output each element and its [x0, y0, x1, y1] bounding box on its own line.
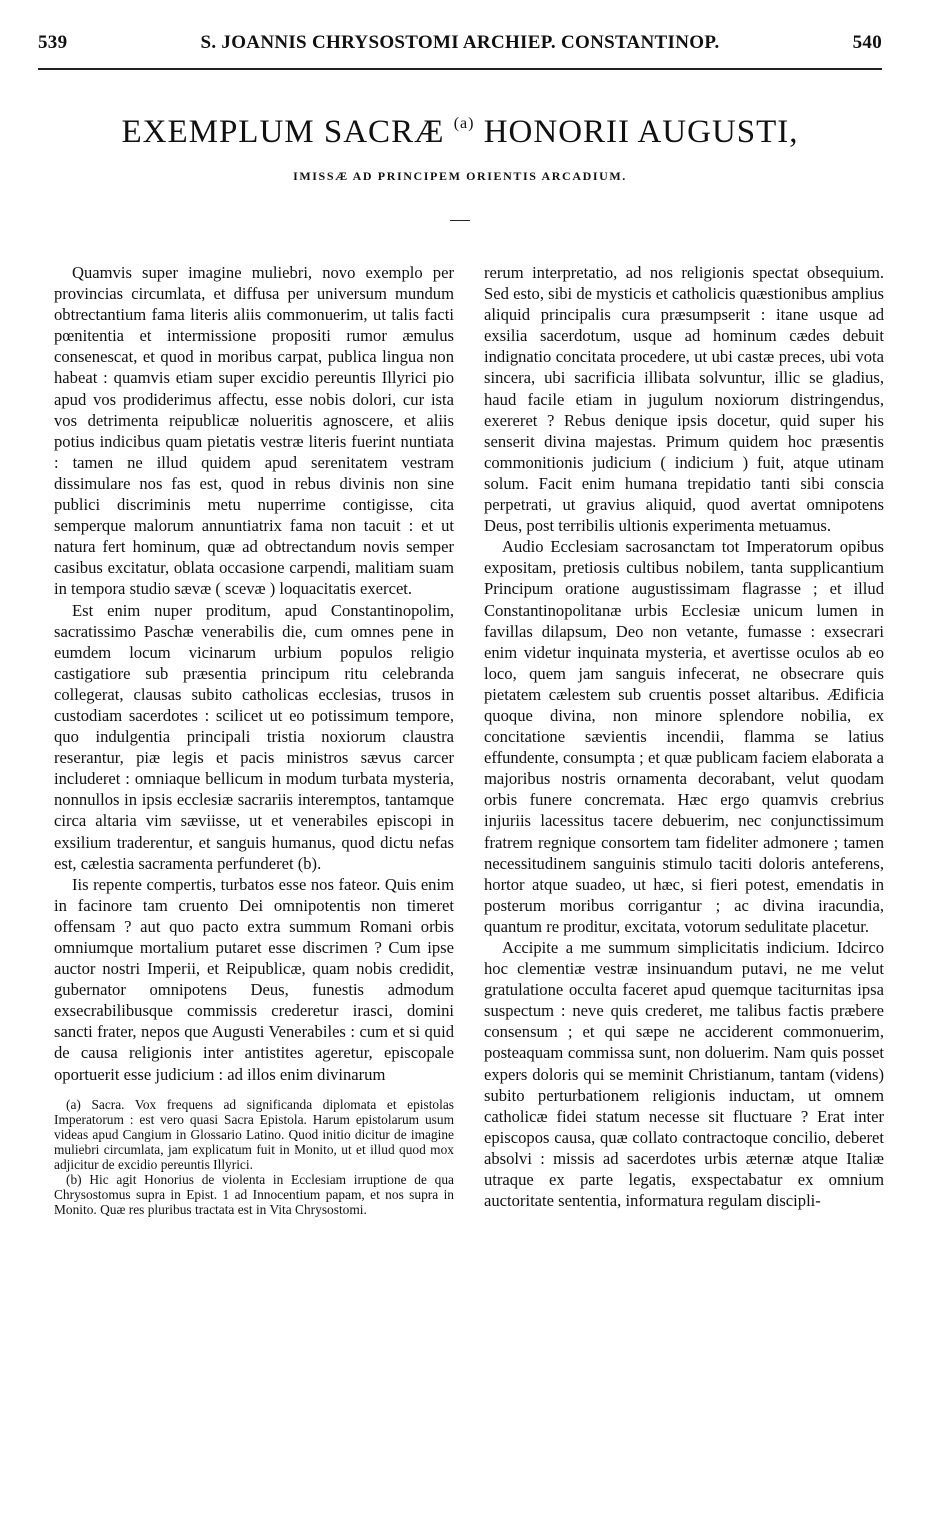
document-title: [38, 114, 882, 151]
footnotes: [54, 1097, 454, 1217]
paragraph: Est enim nuper proditum, apud Constantinopolim, sacratissimo Paschæ venerabilis die, cum omnes pene in eumdem locum vicinarum urbium populos religio castigatiore sub præsentia principum ritu celebranda collegerat, clausas subito catholicas ecclesias, trusos in custodiam sacerdotes : scilicet ut eo potissimum tempore, quo indulgentia principali tristia noxiorum claustra reserantur, piæ legis et pacis ministros sævus carcer includeret : omniaque bellicum in modum turbata mysteria, nonnullos in ipsis ecclesiæ sacrariis interemptos, tantamque circa altaria vim sæviisse, ut et venerabiles episcopi in exsilium traderentur, et sanguis humanus, quod dictu nefas est, cælestia sacramenta perfunderet (b).: [54, 600, 454, 873]
running-title: S. JOANNIS CHRYSOSTOMI ARCHIEP. CONSTANTINOP.: [200, 32, 720, 53]
right-column: [484, 262, 884, 1211]
footnote: (a) Sacra. Vox frequens ad significanda diplomata et epistolas Imperatorum : est vero quasi Sacra Epistola. Harum epistolarum usum videas apud Cangium in Glossario Latino. Quod initio dicitur de imagine muliebri circumlata, jam explicatum fuit in Monito, ut et illud quod mox adjicitur de excidio pereuntis Illyrici.: [54, 1096, 454, 1172]
left-column: [54, 262, 454, 1217]
page-number-left: 539: [38, 32, 68, 53]
footnote: (b) Hic agit Honorius de violenta in Ecclesiam irruptione de qua Chrysostomus supra in Epist. 1 ad Innocentium papam, et nos supra in Monito. Quæ res pluribus tractata est in Vita Chrysostomi.: [54, 1171, 454, 1217]
paragraph: Accipite a me summum simplicitatis indicium. Idcirco hoc clementiæ vestræ insinuandum putavi, ne me velut gratulatione occulta faceret apud quemque taciturnitas ipsa suspectum : neve quis crederet, me talibus factis præbere consensum ; et qui sæpe ne acciderent commonuerim, posteaquam commissa sunt, non doluerim. Nam quis posset expers doloris qui se meminit Christianum, tantam (videns) subito perturbationem religionis inductam, ut omnem catholicæ fidei statum necesse sit fluctuare ? Erat inter episcopos causa, quæ collato contractoque concilio, deberet absolvi : missis ad sacerdotes urbis æternæ atque Italiæ utraque ex parte legatis, exspectabatur ex omnium auctoritate sententia, informatura regulam discipli-: [484, 938, 884, 1211]
paragraph: Iis repente compertis, turbatos esse nos fateor. Quis enim in facinore tam cruento Dei omnipotentis non timeret offensam ? aut quo pacto extra summum Romani orbis omniumque mortalium putaret esse discrimen ? Cum ipse auctor nostri Imperii, et Reipublicæ, quam nobis credidit, gubernator omnipotens Deus, funestis admodum exsecrabilibusque commissis crederetur irasci, domini sancti frater, nepos que Augusti Venerabiles : cum et si quid de causa religionis inter antistites ageretur, episcopale oportuerit esse judicium : ad illos enim divinarum: [54, 874, 454, 1084]
paragraph: Audio Ecclesiam sacrosanctam tot Imperatorum opibus expositam, pretiosis cultibus nobilem, tanta supplicantium Principum oratione augustissimam flagrasse ; et illud Constantinopolitanæ urbis Ecclesiæ unicum lumen in favillas dilapsum, Deo non vetante, fumasse : exsecrari enim videtur inquinata mysteria, et avertisse oculos ab eo loco, quem jam sanguis infecerat, ne obsecrare quis pietatem cælestem sub cruentis posset altaribus. Ædificia quoque divina, non minore splendore nobilia, ex concitatione sævientis incendii, flamma se latius effundente, consumpta ; et quæ publicam faciem elaborata a majoribus nostris ornamenta decorabant, velut quodam orbis funere concremata. Hæc ergo quamvis crebrius injuriis lacessitus tacere debuerim, nec conjunctissimum fratrem regnique consortem tam fideliter admonere ; tamen necessitudinem sanguinis stimulo taciti doloris anteferens, hortor atque suadeo, ut hæc, si fieri potest, emendatis in posterum moribus corrigantur ; ac divina iracundia, quantum re proditur, excitata, votorum sedulitate placetur.: [484, 537, 884, 936]
page-number-right: 540: [852, 32, 882, 53]
title-note-ref: (a): [453, 115, 475, 132]
paragraph: Quamvis super imagine muliebri, novo exemplo per provincias circumlata, et diffusa per universum mundum obtrectantium fama literis aliis commonuerim, ut talis facti pœnitentia et intermissione propositi rumor æmulus consenescat, et quod in moribus carpat, publica lingua non habeat : quamvis etiam super excidio pereuntis Illyrici pio apud vos prodiderimus affectu, esse nobis dolori, cur ista vos detrimenta reipublicæ nolueritis agnoscere, et aliis potius indicibus quam pietatis vestræ literis fuerint nuntiata : tamen ne illud quidem apud serenitatem vestram dissimulare nos fas est, quod in rebus divinis non sine publici discriminis metu nuperrime contigisse, cita semperque malorum annuntiatrix fama non tacuit : et ut natura fert hominum, quæ ad obtrectandum novis semper casibus excitatur, oblata occasione carpendi, malitiam suam in tempora studio sævæ ( scevæ ) loquacitatis exercet.: [54, 263, 454, 599]
title-part-1: EXEMPLUM SACRÆ: [121, 114, 445, 150]
header-rule: [38, 68, 882, 70]
text-columns: [54, 262, 894, 1492]
document-subtitle: IMISSÆ AD PRINCIPEM ORIENTIS ARCADIUM.: [293, 169, 627, 183]
title-divider: [450, 220, 470, 221]
paragraph: rerum interpretatio, ad nos religionis spectat obsequium. Sed esto, sibi de mysticis et catholicis quæstionibus amplius aliquid principalis cura præsumpserit : itane usque ad exsilia sacerdotum, usque ad hominum cædes debuit indignatio concitata procedere, ut ubi castæ preces, ubi vota sincera, ubi sacrificia illibata solvuntur, illic se gladius, haud facile etiam in jugulum noxiorum distringendus, exereret ? Rebus denique ipsis docetur, quid super his senserit divina majestas. Primum quidem hoc præsentis commonitionis judicium ( indicium ) fuit, atque utinam solum. Facit enim humana trepidatio tanti sibi conscia perpetrati, ut gravius aliquid, quod avertat omnipotens Deus, post terribilis ultionis experimenta metuamus.: [484, 263, 884, 536]
title-part-2: HONORII AUGUSTI,: [483, 114, 799, 150]
running-head: [38, 26, 882, 56]
